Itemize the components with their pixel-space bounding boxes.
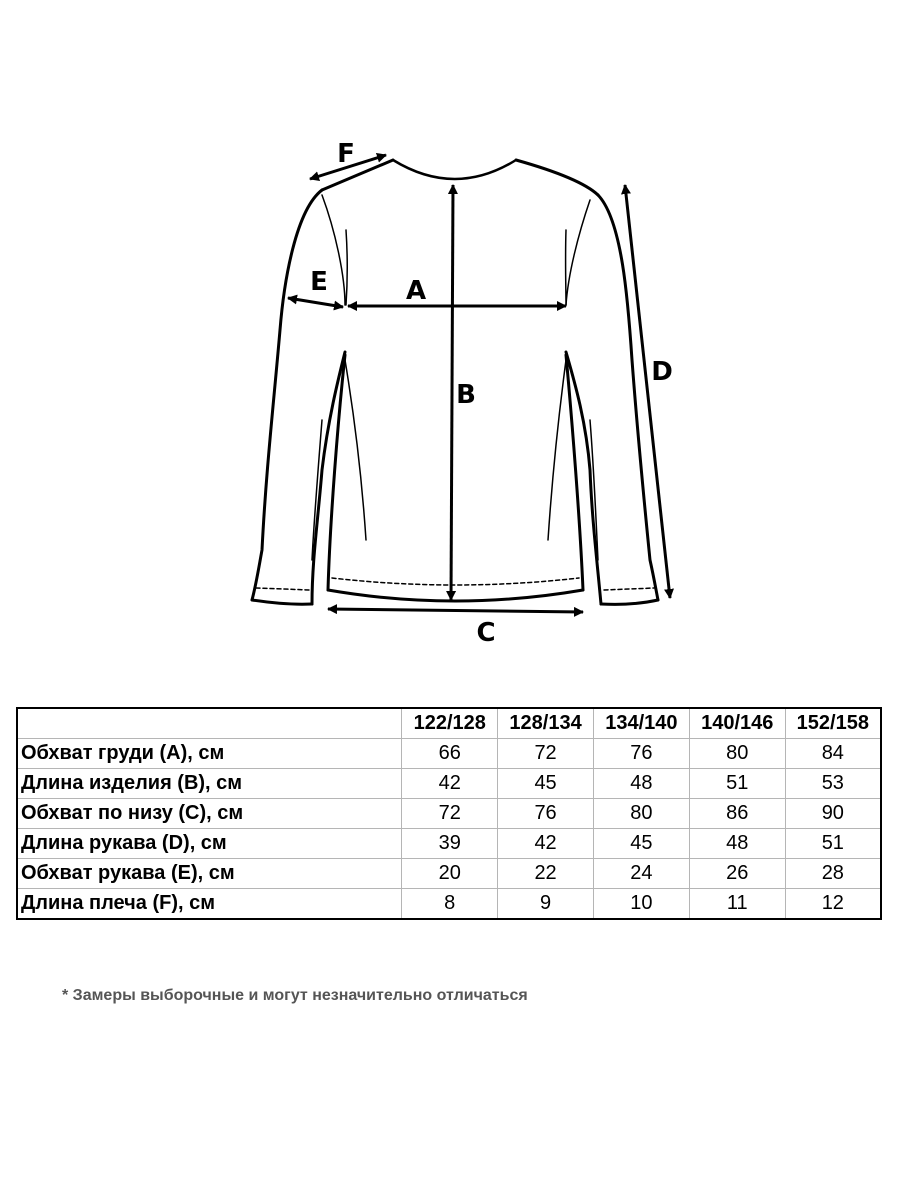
table-cell: 72 <box>498 739 594 769</box>
hem-line <box>328 590 583 601</box>
table-cell: 48 <box>689 829 785 859</box>
right-cuff <box>601 600 658 604</box>
table-cell: 11 <box>689 889 785 920</box>
table-cell: 86 <box>689 799 785 829</box>
table-cell: 45 <box>498 769 594 799</box>
arrow-c <box>328 609 583 612</box>
table-cell: 80 <box>593 799 689 829</box>
table-cell: 51 <box>785 829 881 859</box>
label-a: A <box>405 276 427 306</box>
sweater-outline <box>252 160 658 604</box>
header-corner-cell <box>17 708 402 739</box>
table-cell: 76 <box>498 799 594 829</box>
table-cell: 66 <box>402 739 498 769</box>
table-cell: 9 <box>498 889 594 920</box>
table-cell: 22 <box>498 859 594 889</box>
table-cell: 45 <box>593 829 689 859</box>
table-cell: 8 <box>402 889 498 920</box>
size-header-row <box>17 708 881 739</box>
table-row <box>17 889 881 920</box>
table-cell: 53 <box>785 769 881 799</box>
right-shoulder-line <box>516 160 598 195</box>
table-row <box>17 829 881 859</box>
table-cell: 39 <box>402 829 498 859</box>
table-row <box>17 859 881 889</box>
size-header: 152/158 <box>785 708 881 739</box>
right-body-side <box>566 355 583 590</box>
measurement-labels <box>310 139 673 648</box>
hem-stitch <box>332 578 579 585</box>
label-b: B <box>456 380 476 410</box>
table-cell: 42 <box>402 769 498 799</box>
table-row <box>17 739 881 769</box>
label-d: D <box>651 357 673 387</box>
table-row <box>17 769 881 799</box>
table-cell: 72 <box>402 799 498 829</box>
footnote: * Замеры выборочные и могут незначительно отличаться <box>62 987 528 1004</box>
table-cell: 84 <box>785 739 881 769</box>
size-header: 134/140 <box>593 708 689 739</box>
table-cell: 24 <box>593 859 689 889</box>
left-cuff-stitch <box>256 588 310 590</box>
label-f: F <box>337 139 355 169</box>
row-label: Длина плеча (F), см <box>17 889 402 920</box>
row-label: Длина изделия (В), см <box>17 769 402 799</box>
left-side-seam <box>345 360 366 540</box>
table-cell: 90 <box>785 799 881 829</box>
left-sleeve-outer <box>252 190 322 600</box>
right-armhole-seam <box>566 200 590 305</box>
table-cell: 26 <box>689 859 785 889</box>
table-cell: 51 <box>689 769 785 799</box>
table-cell: 20 <box>402 859 498 889</box>
table-cell: 76 <box>593 739 689 769</box>
row-label: Длина рукава (D), см <box>17 829 402 859</box>
right-sleeve-inner <box>566 352 601 604</box>
right-cuff-stitch <box>604 588 654 590</box>
right-side-seam <box>548 360 566 540</box>
table-cell: 48 <box>593 769 689 799</box>
label-e: E <box>310 267 328 297</box>
arrow-e <box>288 298 343 307</box>
arrow-b <box>451 185 453 600</box>
table-cell: 28 <box>785 859 881 889</box>
table-row <box>17 799 881 829</box>
row-label: Обхват груди (А), см <box>17 739 402 769</box>
table-cell: 12 <box>785 889 881 920</box>
left-front-seam <box>346 230 347 305</box>
table-cell: 10 <box>593 889 689 920</box>
table-cell: 80 <box>689 739 785 769</box>
collar-line <box>393 160 516 179</box>
size-header: 140/146 <box>689 708 785 739</box>
table-cell: 42 <box>498 829 594 859</box>
size-table <box>16 707 882 920</box>
size-header: 128/134 <box>498 708 594 739</box>
label-c: C <box>476 618 496 648</box>
size-header: 122/128 <box>402 708 498 739</box>
row-label: Обхват рукава (Е), см <box>17 859 402 889</box>
left-cuff <box>252 600 312 604</box>
row-label: Обхват по низу (С), см <box>17 799 402 829</box>
